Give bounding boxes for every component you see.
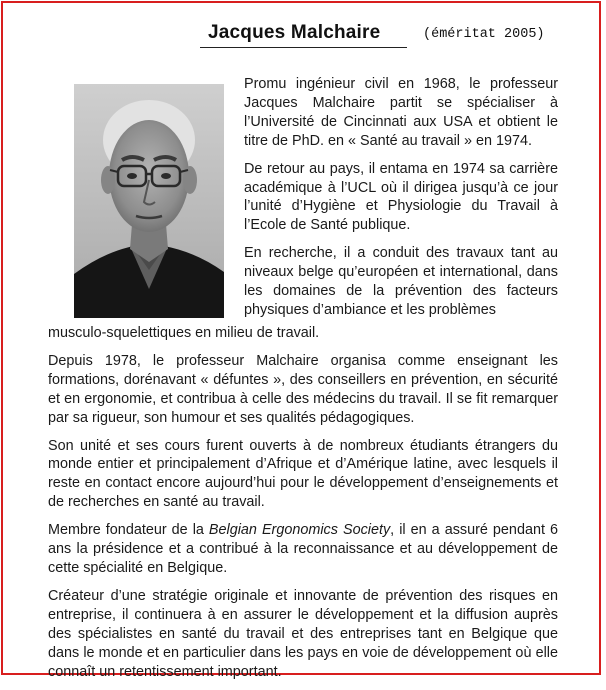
paragraph-5: Son unité et ses cours furent ouverts à de nombreux étudiants étrangers du monde entier et principalement d’Afrique et d’Amérique latine, avec lesquels il reste en contact encore aujourd’hui pour le développement d’enseignements et de recherches en santé au travail. bbox=[48, 437, 558, 511]
paragraph-7: Créateur d’une stratégie originale et innovante de prévention des risques en entreprise, il continuera à en assurer le développement et la diffusion auprès des spécialistes en santé du travail et des entreprises tant en Belgique que dans le monde et en particulier dans les pays en voie de développement où elle connaît un retentissement important. bbox=[48, 587, 558, 680]
main-column bbox=[48, 324, 558, 690]
portrait-image bbox=[74, 84, 224, 318]
paragraph-4: Depuis 1978, le professeur Malchaire organisa comme enseignant les formations, dorénavant « défuntes », des conseillers en prévention, en sécurité et en ergonomie, et contribua à celle des médecins du travail. Il se fit remarquer par sa rigueur, son humour et ses qualités pédagogiques. bbox=[48, 352, 558, 426]
title-underline bbox=[200, 47, 407, 48]
emeritus-tag: (éméritat 2005) bbox=[423, 27, 545, 42]
paragraph-6-post: , il en a assuré pendant 6 ans la présidence et a contribué à la reconnaissance et au développement de cette spécialité en Belgique. bbox=[48, 522, 558, 576]
paragraph-6-pre: Membre fondateur de la bbox=[48, 522, 209, 539]
intro-column bbox=[244, 75, 558, 320]
society-name: Belgian Ergonomics Society bbox=[208, 522, 391, 539]
header bbox=[0, 20, 606, 50]
paragraph-3-part-a: En recherche, il a conduit des travaux tant au niveaux belge qu’européen et international, dans les domaines de la prévention des facteurs physiques d’ambiance et les problèmes bbox=[244, 245, 558, 318]
portrait-photo bbox=[74, 84, 224, 318]
paragraph-3-part-b: musculo-squelettiques en milieu de travail. bbox=[48, 325, 320, 341]
paragraph-1: Promu ingénieur civil en 1968, le professeur Jacques Malchaire partit se spécialiser à l’Université de Cincinnati aux USA et obtient le titre de PhD. en « Santé au travail » en 1974. bbox=[244, 76, 558, 149]
person-name: Jacques Malchaire bbox=[208, 22, 381, 43]
paragraph-2: De retour au pays, il entama en 1974 sa carrière académique à l’UCL où il dirigea jusqu’à ce jour l’unité d’Hygiène et Physiologie du Travail à l’Ecole de Santé publique. bbox=[244, 160, 558, 234]
paragraph-6 bbox=[48, 521, 558, 578]
